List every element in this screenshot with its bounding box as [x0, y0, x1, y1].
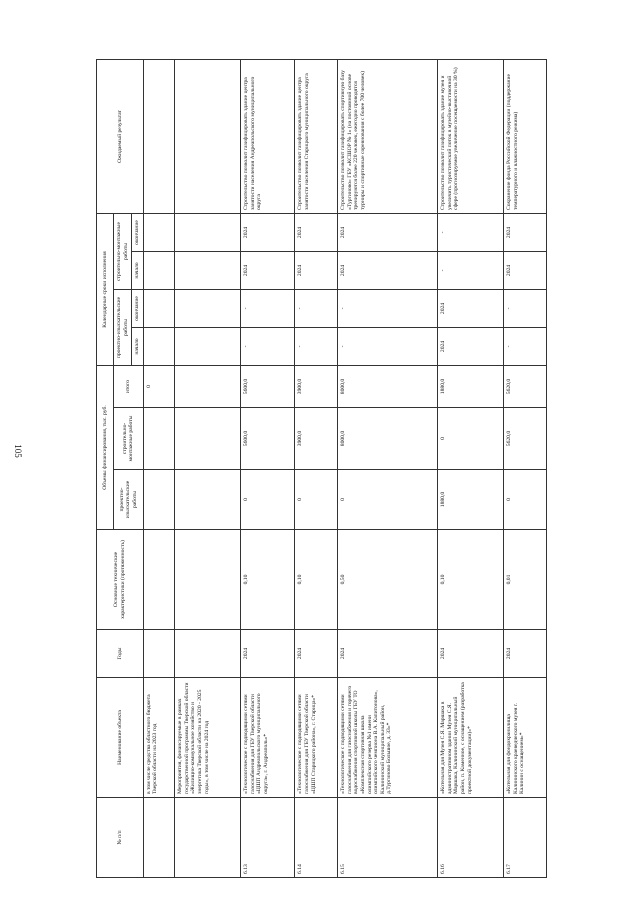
cell-sm-end: - [438, 213, 504, 251]
objects-table [96, 59, 547, 878]
cell-sm-end: 2024 [504, 213, 547, 251]
cell-pd-end [143, 289, 174, 327]
cell-f-design: 0 [338, 470, 438, 530]
header-pd-end: окончание [132, 289, 144, 327]
cell-f-total: 1880,0 [438, 365, 504, 407]
cell-f-construction: 3900,0 [295, 408, 338, 470]
cell-specs: 0,01 [504, 530, 547, 630]
cell-name: «Технологическое с подводящими сетями газоснабжения для газоснабжения и горячего водоснабжения спортивной школы ГБУ ТО «Комплексная спортивная школа олимпийского резерва №1 имени олимпийского чемпиона В.А. Капитонова», Калининский муниципальный район, д.Тургиново Большое, д. 33»* [338, 678, 438, 798]
cell-f-design: 1880,0 [438, 470, 504, 530]
cell-num: 6.17 [504, 798, 547, 878]
cell-pd-end [175, 289, 241, 327]
cell-result [143, 59, 174, 213]
cell-num: 6.13 [241, 798, 295, 878]
cell-f-total: 5600,0 [241, 365, 295, 407]
cell-f-construction: 5600,0 [241, 408, 295, 470]
cell-specs [175, 530, 241, 630]
rotated-table-wrapper [96, 60, 547, 878]
header-s-construction: строительно-монтажные работы [114, 213, 132, 289]
cell-specs: 0,10 [438, 530, 504, 630]
cell-f-total: 0 [143, 365, 174, 407]
cell-specs: 0,50 [338, 530, 438, 630]
cell-name: «Котельная для фондохранилища Калининского краеведческого музея г. Калинин с оснащением»* [504, 678, 547, 798]
header-schedule-group: Календарные сроки исполнения [97, 213, 114, 365]
cell-f-construction [143, 408, 174, 470]
table-row [338, 59, 438, 877]
cell-result [175, 59, 241, 213]
cell-f-total: 5620,0 [504, 365, 547, 407]
table-row [143, 59, 174, 877]
cell-result: Строительство позволит газифицировать здание центра занятости населения Старицкого муниципального округа [295, 59, 338, 213]
cell-sm-start: 2024 [504, 251, 547, 289]
cell-pd-start: - [338, 327, 438, 365]
cell-name: «Котельная для Музея С.Я. Маршака в административном здании Музея С.Я. Маршака, Калининский муниципальный район, п. Каменное, с оснащением (разработка проектной документации)»* [438, 678, 504, 798]
cell-pd-end: - [504, 289, 547, 327]
cell-years: 2024 [504, 630, 547, 678]
cell-name: «Технологическое с подводящими сетями газоснабжения для ГБУ Тверской области «ЦШП Старицкого района», г. Старица»* [295, 678, 338, 798]
cell-sm-end: 2024 [241, 213, 295, 251]
cell-f-total: 3900,0 [295, 365, 338, 407]
cell-name: Мероприятия, финансируемые в рамках государственной программы Тверской области «Жилищно-коммунальное хозяйство и энергетика Тверской области на 2020 - 2025 годы», в том числе на 2024 год [175, 678, 241, 798]
table-row [175, 59, 241, 877]
cell-f-design: 0 [241, 470, 295, 530]
cell-years: 2024 [295, 630, 338, 678]
cell-num: 6.15 [338, 798, 438, 878]
cell-name: «Технологическое с подводящими сетями газоснабжения для ГБУ Тверской области «ЦШП Андреапольского муниципального округа», г. Андреаполь»* [241, 678, 295, 798]
cell-sm-end [143, 213, 174, 251]
header-specs: Основные технические характеристики (протяженность) [97, 530, 144, 630]
cell-sm-end: 2024 [338, 213, 438, 251]
cell-f-construction: 8000,0 [338, 408, 438, 470]
cell-pd-start: - [241, 327, 295, 365]
cell-pd-start: 2024 [438, 327, 504, 365]
header-name: Наименование объекта [97, 678, 144, 798]
cell-pd-start: - [504, 327, 547, 365]
table-row [295, 59, 338, 877]
cell-num [143, 798, 174, 878]
cell-result: Строительство позволит газифицировать здание центра занятости населения Андреапольского муниципального округа [241, 59, 295, 213]
cell-sm-start [143, 251, 174, 289]
cell-sm-start: - [438, 251, 504, 289]
cell-result: Строительство позволит газифицировать спортивную базу «Тургиново» ГБУ «КСШОР № 1» (на постоянной основе тренируются более 220 человек, ежегодно проводятся турниры и спортивные соревнования с более 700 человек) [338, 59, 438, 213]
cell-years [175, 630, 241, 678]
header-num: № п/п [97, 798, 144, 878]
cell-sm-start: 2024 [241, 251, 295, 289]
header-f-construction: строительно-монтажные работы [114, 408, 144, 470]
cell-pd-start: - [295, 327, 338, 365]
cell-name: в том числе средства областного бюджета Тверской области на 2023 год [143, 678, 174, 798]
cell-pd-start [143, 327, 174, 365]
cell-result: Сохранение фонда Российской Федерации (поддержание температурного и влажностного режима) [504, 59, 547, 213]
cell-f-design [143, 470, 174, 530]
cell-pd-end: 2024 [438, 289, 504, 327]
cell-pd-end: - [338, 289, 438, 327]
header-result: Ожидаемый результат [97, 59, 144, 213]
cell-years: 2024 [438, 630, 504, 678]
cell-pd-end: - [241, 289, 295, 327]
table-row [504, 59, 547, 877]
cell-specs: 0,10 [241, 530, 295, 630]
cell-f-design: 0 [504, 470, 547, 530]
cell-sm-start [175, 251, 241, 289]
cell-pd-start [175, 327, 241, 365]
cell-num [175, 798, 241, 878]
cell-f-total: 8000,0 [338, 365, 438, 407]
cell-years: 2024 [241, 630, 295, 678]
header-sm-start: начало [132, 251, 144, 289]
cell-sm-start: 2024 [295, 251, 338, 289]
header-sm-end: окончание [132, 213, 144, 251]
header-funding-group: Объемы финансирования, тыс. руб. [97, 365, 114, 529]
cell-f-construction: 0 [438, 408, 504, 470]
cell-sm-end: 2024 [295, 213, 338, 251]
cell-years [143, 630, 174, 678]
cell-sm-end [175, 213, 241, 251]
cell-f-total [175, 365, 241, 407]
header-f-total: итого [114, 365, 144, 407]
cell-f-construction [175, 408, 241, 470]
cell-pd-end: - [295, 289, 338, 327]
cell-f-design [175, 470, 241, 530]
table-row [241, 59, 295, 877]
header-f-design: проектно-изыскательские работы [114, 470, 144, 530]
cell-num: 6.16 [438, 798, 504, 878]
cell-sm-start: 2024 [338, 251, 438, 289]
header-pd-start: начало [132, 327, 144, 365]
cell-specs: 0,10 [295, 530, 338, 630]
header-years: Годы [97, 630, 144, 678]
cell-f-construction: 5620,0 [504, 408, 547, 470]
table-row [438, 59, 504, 877]
cell-years: 2024 [338, 630, 438, 678]
cell-result: Строительство позволит газифицировать здание музея и увеличить туристический поток в музейно-выставочной сфере (прогнозируемое увеличение посещаемости на 30 %) [438, 59, 504, 213]
cell-f-design: 0 [295, 470, 338, 530]
page-number: 105 [13, 444, 23, 458]
header-s-design: проектно-изыскательские работы [114, 289, 132, 365]
cell-specs [143, 530, 174, 630]
cell-num: 6.14 [295, 798, 338, 878]
